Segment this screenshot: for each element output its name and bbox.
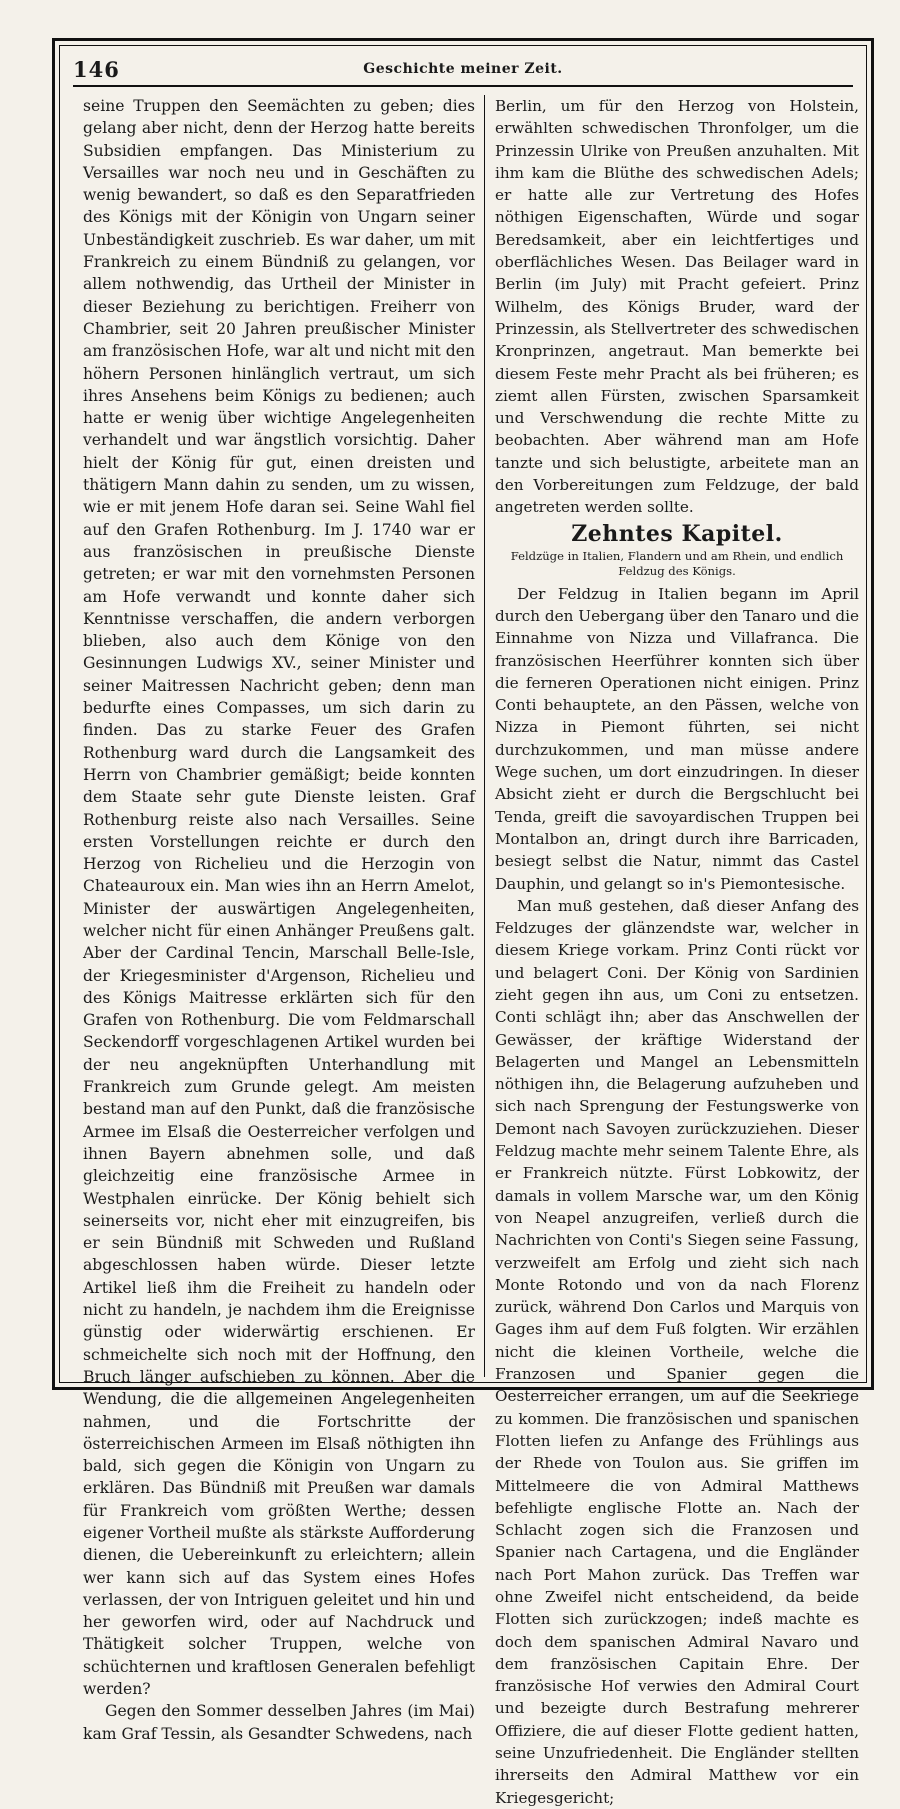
column-divider xyxy=(484,95,485,1377)
paragraph: seine Truppen den Seemächten zu geben; dies gelang aber nicht, denn der Herzog hatte bereits Subsidien empfangen. Das Ministerium zu Versailles war noch neu und in Geschäften zu wenig bewandert, so daß es den Separatfrieden des Königs mit der Königin von Ungarn seiner Unbeständigkeit zuschrieb. Es war daher, um mit Frankreich zu einem Bündniß zu gelangen, vor allem nothwendig, das Urtheil der Minister in dieser Beziehung zu berichtigen. Freiherr von Chambrier, seit 20 Jahren preußischer Minister am französischen Hofe, war alt und nicht mit den höhern Personen hinlänglich vertraut, um sich ihres Ansehens beim Königs zu bedienen; auch hatte er wenig über wichtige Angelegenheiten verhandelt und war ängstlich vorsichtig. Daher hielt der König für gut, einen dreisten und thätigern Mann dahin zu senden, um zu wissen, wie er mit jenem Hofe daran sei. Seine Wahl fiel auf den Grafen Rothenburg. Im J. 1740 war er aus französischen in preußische Dienste getreten; er war mit den vornehmsten Personen am Hofe verwandt und konnte daher sich Kenntnisse verschaffen, die andern verborgen blieben, also auch dem Könige von den Gesinnungen Ludwigs XV., seiner Minister und seiner Maitressen Nachricht geben; denn man bedurfte eines Compasses, um sich darin zu finden. Das zu starke Feuer des Grafen Rothenburg ward durch die Langsamkeit des Herrn von Chambrier gemäßigt; beide konnten dem Staate sehr gute Dienste leisten. Graf Rothenburg reiste also nach Versailles. Seine ersten Vorstellungen reichte er durch den Herzog von Richelieu und die Herzogin von Chateauroux ein. Man wies ihn an Herrn Amelot, Minister der auswärtigen Angelegenheiten, welcher nicht für einen Anhänger Preußens galt. Aber der Cardinal Tencin, Marschall Belle-Isle, der Kriegesminister d'Argenson, Richelieu und des Königs Maitresse erklärten sich für den Grafen von Rothenburg. Die vom Feldmarschall Seckendorff vorgeschlagenen Artikel wurden bei der neu angeknüpften Unterhandlung mit Frankreich zum Grunde gelegt. Am meisten bestand man auf den Punkt, daß die französische Armee im Elsaß die Oesterreicher verfolgen und ihnen Bayern abnehmen solle, und daß gleichzeitig eine französische Armee in Westphalen einrücke. Der König behielt sich seinerseits vor, nicht eher mit einzugreifen, bis er sein Bündniß mit Schweden und Rußland abgeschlossen haben würde. Dieser letzte Artikel ließ ihm die Freiheit zu handeln oder nicht zu handeln, je nachdem ihm die Ereignisse günstig oder widerwärtig erschienen. Er schmeichelte sich noch mit der Hoffnung, den Bruch länger aufschieben zu können. Aber die Wendung, die die allgemeinen Angelegenheiten nahmen, und die Fortschritte der österreichischen Armeen im Elsaß nöthigten ihn bald, sich gegen die Königin von Ungarn zu erklären. Das Bündniß mit Preußen war damals für Frankreich vom größten Werthe; dessen eigener Vortheil mußte als stärkste Aufforderung dienen, die Uebereinkunft zu erleichtern; allein wer kann sich auf das System eines Hofes verlassen, der von Intriguen geleitet und hin und her geworfen wird, oder auf Nachdruck und Thätigkeit solcher Truppen, welche von schüchternen und kraftlosen Generalen befehligt werden? xyxy=(83,97,475,1699)
paragraph: Berlin, um für den Herzog von Holstein, erwählten schwedischen Thronfolger, um die Prinzessin Ulrike von Preußen anzuhalten. Mit ihm kam die Blüthe des schwedischen Adels; er hatte alle zur Vertretung des Hofes nöthigen Eigenschaften, Würde und sogar Beredsamkeit, aber ein leichtfertiges und oberflächliches Wesen. Das Beilager ward in Berlin (im July) mit Pracht gefeiert. Prinz Wilhelm, des Königs Bruder, ward der Prinzessin, als Stellvertreter des schwedischen Kronprinzen, angetraut. Man bemerkte bei diesem Feste mehr Pracht als bei früheren; es ziemt allen Fürsten, zwischen Sparsamkeit und Verschwendung die rechte Mitte zu beobachten. Aber während man am Hofe tanzte und sich belustigte, arbeitete man an den Vorbereitungen zum Feldzuge, der bald angetreten werden sollte. xyxy=(495,97,859,517)
paragraph: Gegen den Sommer desselben Jahres (im Mai) kam Graf Tessin, als Gesandter Schwedens, nach xyxy=(83,1702,475,1743)
right-column xyxy=(495,95,859,1807)
book-page xyxy=(52,38,874,1807)
left-column xyxy=(83,95,475,1743)
paragraph: Der Feldzug in Italien begann im April durch den Uebergang über den Tanaro und die Einnahme von Nizza und Villafranca. Die französischen Heerführer konnten sich über die ferneren Operationen nicht einigen. Prinz Conti behauptete, an den Pässen, welche von Nizza in Piemont führten, sei nicht durchzukommen, und man müsse andere Wege suchen, um dort einzudringen. In dieser Absicht zieht er durch die Bergschlucht bei Tenda, greift die savoyardischen Truppen bei Montalbon an, dringt durch ihre Barricaden, besiegt selbst die Natur, nimmt das Castel Dauphin, und gelangt so in's Piemontesische. xyxy=(495,584,859,893)
page-number: 146 xyxy=(73,57,120,82)
page-header xyxy=(73,55,853,87)
chapter-title: Zehntes Kapitel. xyxy=(571,520,783,547)
paragraph: Man muß gestehen, daß dieser Anfang des Feldzuges der glänzendste war, welcher in diesem Kriege vorkam. Prinz Conti rückt vor und belagert Coni. Der König von Sardinien zieht gegen ihn aus, um Coni zu entsetzen. Conti schlägt ihn; aber das Anschwellen der Gewässer, der kräftige Widerstand der Belagerten und Mangel an Lebensmitteln nöthigen ihn, die Belagerung aufzuheben und sich nach Sprengung der Festungswerke von Demont nach Savoyen zurückzuziehen. Dieser Feldzug machte mehr seinem Talente Ehre, als er Frankreich nützte. Fürst Lobkowitz, der damals in vollem Marsche war, um den König von Neapel anzugreifen, verließ durch die Nachrichten von Conti's Siegen seine Fassung, verzweifelt am Erfolg und zieht sich nach Monte Rotondo und von da nach Florenz zurück, während Don Carlos und Marquis von Gages ihm auf dem Fuß folgten. Wir erzählen nicht die kleinen Vortheile, welche die Franzosen und Spanier gegen die Oesterreicher errangen, um auf die Seekriege zu kommen. Die französischen und spanischen Flotten liefen zu Anfange des Frühlings aus der Rhede von Toulon aus. Sie griffen im Mittelmeere die von Admiral Matthews befehligte englische Flotte an. Nach der Schlacht zogen sich die Franzosen und Spanier nach Cartagena, und die Engländer nach Port Mahon zurück. Das Treffen war ohne Zweifel nicht entscheidend, da beide Flotten sich zurückzogen; indeß machte es doch dem spanischen Admiral Navaro und dem französischen Capitain Ehre. Der französische Hof verwies den Admiral Court und bezeigte durch Bestrafung mehrerer Offiziere, die auf dieser Flotte gedient hatten, seine Unzufriedenheit. Die Engländer stellten ihrerseits den Admiral Matthew vor ein Kriegesgericht; xyxy=(495,896,859,1807)
chapter-subtitle: Feldzüge in Italien, Flandern und am Rhein, und endlich Feldzug des Königs. xyxy=(510,548,844,578)
running-head: Geschichte meiner Zeit. xyxy=(363,61,563,77)
